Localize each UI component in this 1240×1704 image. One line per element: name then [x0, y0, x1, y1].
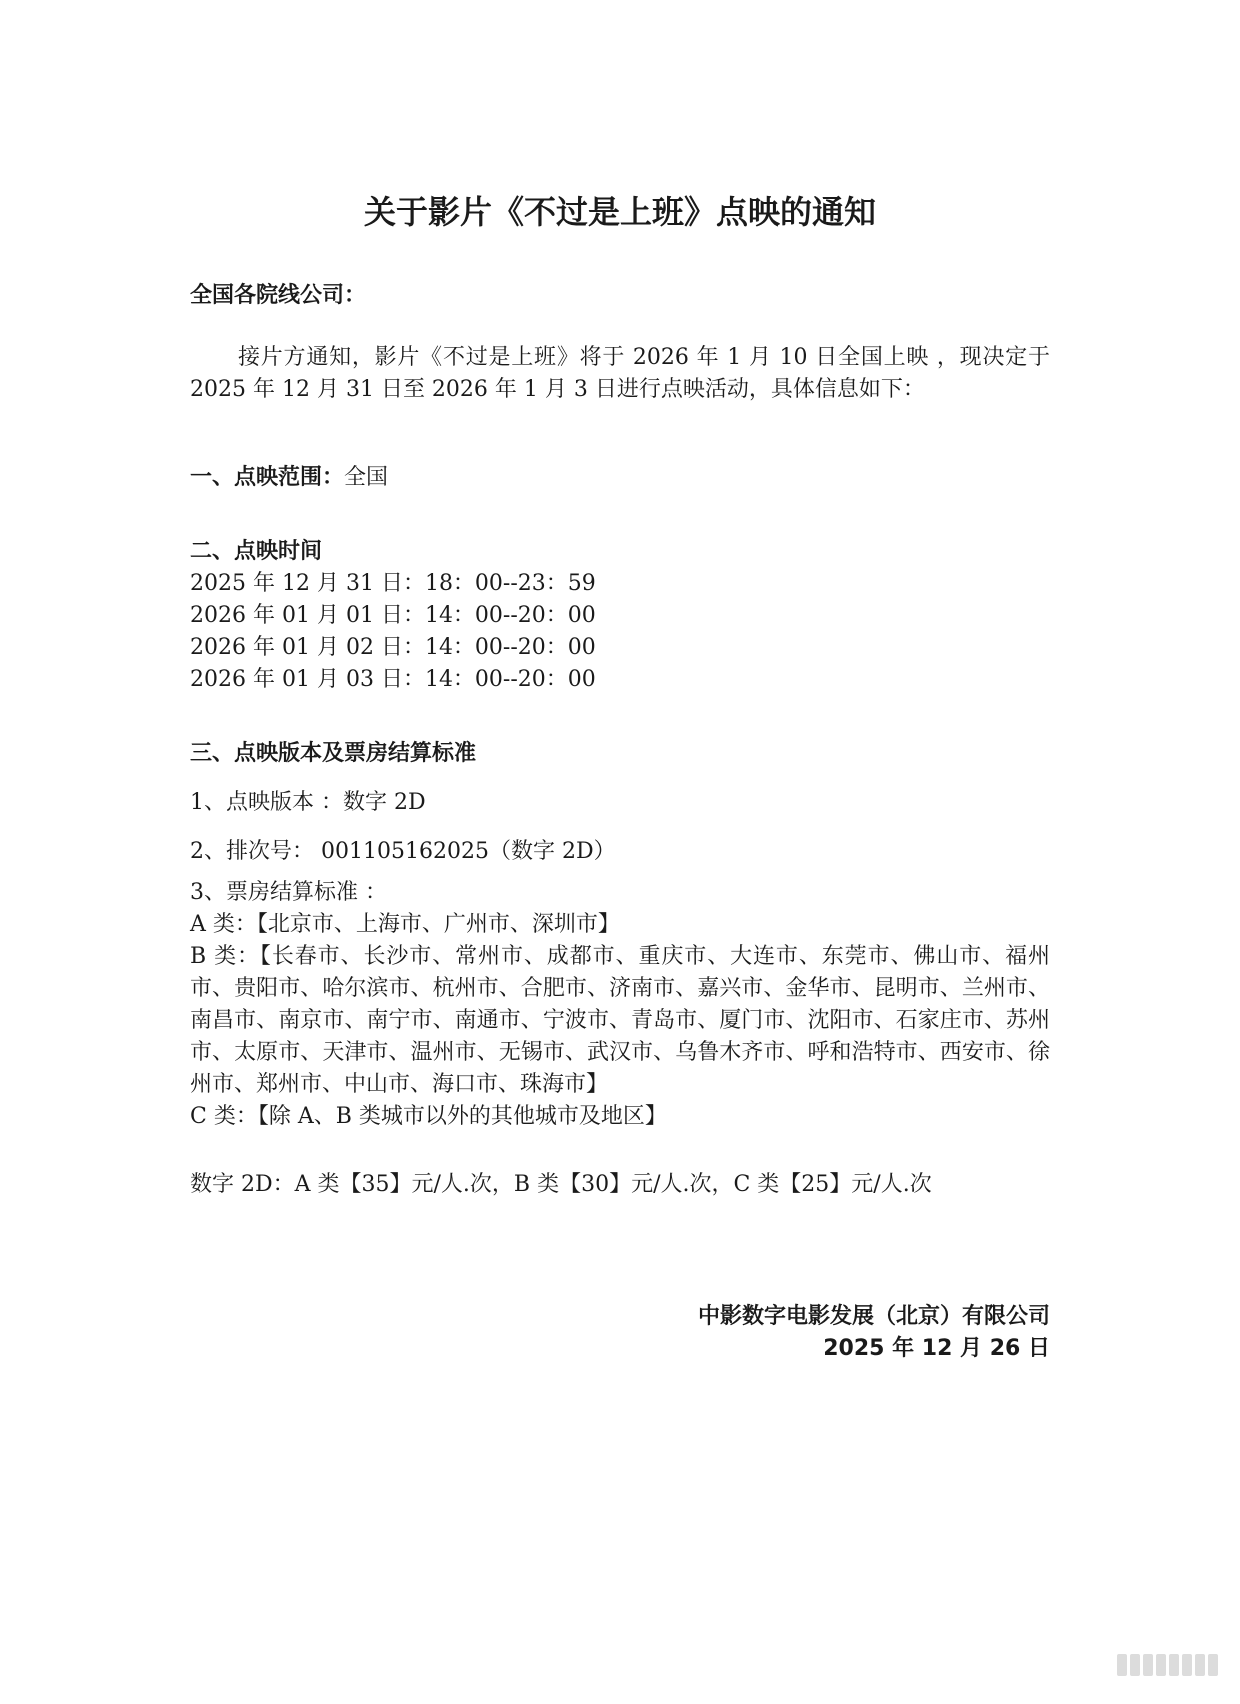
signature-date: 2025 年 12 月 26 日 — [823, 1336, 1050, 1361]
addressee: 全国各院线公司： — [190, 283, 367, 308]
section-1-heading: 一、点映范围： — [190, 465, 345, 490]
time-slot-1: 2025 年 12 月 31 日：18：00--23：59 — [190, 571, 596, 596]
time-slot-4: 2026 年 01 月 03 日：14：00--20：00 — [190, 667, 596, 692]
watermark-icon — [1117, 1654, 1218, 1676]
class-c-cities: C 类：【除 A、B 类城市以外的其他城市及地区】 — [190, 1104, 667, 1129]
section-1-value: 全国 — [344, 465, 389, 490]
signature-company: 中影数字电影发展（北京）有限公司 — [697, 1304, 1050, 1329]
section-1 — [190, 462, 388, 494]
time-slot-3: 2026 年 01 月 02 日：14：00--20：00 — [190, 635, 596, 660]
intro-paragraph: 接片方通知，影片《不过是上班》将于 2026 年 1 月 10 日全国上映 ，现决定于 2025 年 12 月 31 日至 2026 年 1 月 3 日进行点映活动，具体信息如下： — [190, 345, 1050, 402]
time-slot-2: 2026 年 01 月 01 日：14：00--20：00 — [190, 603, 596, 628]
document-title: 关于影片《不过是上班》点映的通知 — [363, 193, 876, 231]
batch-number: 2、排次号： 001105162025（数字 2D） — [190, 839, 616, 864]
class-b-cities: B 类：【长春市、长沙市、常州市、成都市、重庆市、大连市、东莞市、佛山市、福州市、贵阳市、哈尔滨市、杭州市、合肥市、济南市、嘉兴市、金华市、昆明市、兰州市、南昌市、南京市、南宁市、南通市、宁波市、青岛市、厦门市、沈阳市、石家庄市、苏州市、太原市、天津市、温州市、无锡市、武汉市、乌鲁木齐市、呼和浩特市、西安市、徐州市、郑州市、中山市、海口市、珠海市】 — [190, 944, 1050, 1097]
class-a-cities: A 类：【北京市、上海市、广州市、深圳市】 — [190, 912, 620, 937]
price-line: 数字 2D：A 类【35】元/人.次，B 类【30】元/人.次，C 类【25】元/人.次 — [190, 1172, 932, 1197]
screening-version: 1、点映版本 ：数字 2D — [190, 790, 426, 815]
settlement-standard-label: 3、票房结算标准 ： — [190, 880, 387, 905]
section-2-heading: 二、点映时间 — [190, 539, 323, 564]
section-3-heading: 三、点映版本及票房结算标准 — [190, 741, 477, 766]
